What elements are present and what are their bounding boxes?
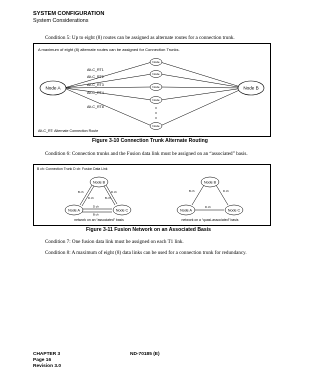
route-label: Alt-C_RT4 [87,91,104,95]
condition-5: Condition 5: Up to eight (8) routes can be assigned as alternate routes for a connection trunk. [45,35,235,41]
assoc-link-label: B ch [78,190,84,194]
figure-fusion-network [33,164,271,226]
condition-8: Condition 8: A maximum of eight (8) data links can be used for a connection trunk for redundancy. [45,250,247,256]
route-label: Alt-C_RT1 [87,68,104,72]
quasi-link-label: D ch [205,205,211,209]
quasi-node-b: Node B [204,180,216,185]
condition-6: Condition 6: Connection trunks and the Fusion data link must be assigned on an “associated” basis. [45,151,248,157]
route-label: Alt-C_RT8 [87,105,104,109]
route-dots [155,107,156,118]
intermediate-node-label: Node [152,98,160,103]
assoc-link-label: B ch [105,196,111,200]
footer-doc-id: ND-70185 (E) [130,352,160,357]
intermediate-node-label: Node [152,72,160,77]
section-title: SYSTEM CONFIGURATION [33,11,105,17]
figure-legend: B ch: Connection Trunk D ch: Fusion Data Link [37,167,108,171]
assoc-link-label: D ch [93,204,99,209]
route-label: Alt-C_RT2 [87,75,104,79]
intermediate-node-label: Node [152,124,160,129]
routing-diagram [34,44,270,136]
figure-3-10-caption: Figure 3-10 Connection Trunk Alternate Routing [92,138,208,144]
fusion-diagram [34,165,270,225]
assoc-caption: network on an “associated” basis [74,218,124,222]
figure-connection-trunk-routing [33,43,271,137]
quasi-caption: network on a “quasi-associated” basis [181,218,239,222]
figure-legend: Alt-C_RT: Alternate Connection Route [38,129,99,133]
figure-3-11-caption: Figure 3-11 Fusion Network on an Associated Basis [86,227,211,233]
associated-network [65,177,131,222]
assoc-link-label: D ch [88,196,94,200]
assoc-node-c: Node C [115,208,129,213]
assoc-node-a: Node A [68,208,80,213]
route-labels [87,68,104,109]
footer-revision: Revision 3.0 [33,364,61,369]
condition-7: Condition 7: One fusion data link must be assigned on each T1 link. [45,239,184,245]
assoc-node-b: Node B [93,180,105,185]
section-subtitle: System Considerations [33,18,89,24]
footer-chapter: CHAPTER 3 [33,352,61,357]
intermediate-node-label: Node [152,60,160,65]
footer-page: Page 16 [33,358,52,363]
node-b-label: Node B [243,85,259,91]
route-label: Alt-C_RT3 [87,83,104,87]
quasi-node-a: Node A [180,208,192,213]
quasi-associated-network [177,177,243,222]
quasi-link-label: D ch [223,189,229,193]
intermediate-node-label: Node [152,85,160,90]
assoc-link-label: D ch [111,190,117,194]
quasi-node-c: Node C [227,208,241,213]
quasi-link-label: B ch [189,189,195,193]
figure-top-note: A maximum of eight (8) alternate routes can be assigned for Connection Trunks. [38,47,180,52]
node-a-label: Node A [45,85,61,91]
intermediate-nodes [150,59,162,130]
assoc-link-label: B ch [93,212,99,217]
